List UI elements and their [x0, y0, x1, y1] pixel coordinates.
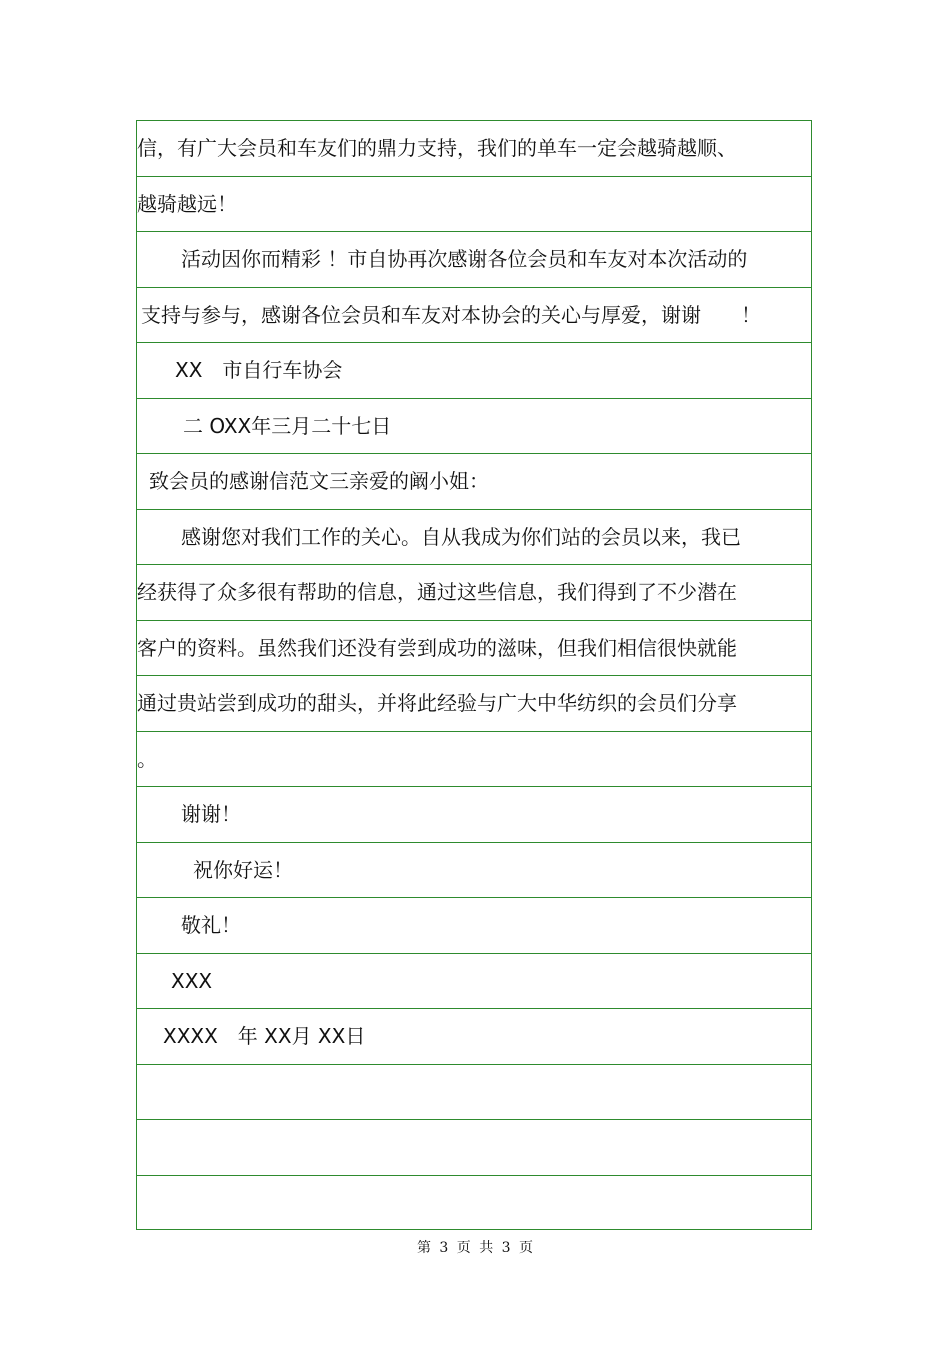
signer-date: XXXX 年 XX月 XX日 [137, 1009, 811, 1065]
text-line-8: 感谢您对我们工作的关心。自从我成为你们站的会员以来，我已 [137, 510, 811, 566]
section-heading: 致会员的感谢信范文三亲爱的阚小姐： [137, 454, 811, 510]
closing-thanks: 谢谢！ [137, 787, 811, 843]
text-line-2: 越骑越远！ [137, 177, 811, 233]
text-line-9: 经获得了众多很有帮助的信息，通过这些信息，我们得到了不少潜在 [137, 565, 811, 621]
signer-name: XXX [137, 954, 811, 1010]
text-line-11: 通过贵站尝到成功的甜头，并将此经验与广大中华纺织的会员们分享 [137, 676, 811, 732]
closing-salute: 敬礼！ [137, 898, 811, 954]
text-line-12: 。 [137, 732, 811, 788]
page-number: 第 3 页 共 3 页 [416, 1240, 534, 1256]
text-line-1: 信，有广大会员和车友们的鼎力支持，我们的单车一定会越骑越顺、 [137, 121, 811, 177]
text-line-3: 活动因你而精彩 ！市自协再次感谢各位会员和车友对本次活动的 [137, 232, 811, 288]
signature-date: 二 OXX年三月二十七日 [137, 399, 811, 455]
text-line-10: 客户的资料。虽然我们还没有尝到成功的滋味，但我们相信很快就能 [137, 621, 811, 677]
text-line-4: 支持与参与，感谢各位会员和车友对本协会的关心与厚爱，谢谢 ！ [137, 288, 811, 344]
letter-page [136, 120, 812, 1230]
blank-line-3 [137, 1176, 811, 1232]
signature-organization: XX 市自行车协会 [137, 343, 811, 399]
blank-line-2 [137, 1120, 811, 1176]
closing-wish: 祝你好运！ [137, 843, 811, 899]
blank-line-1 [137, 1065, 811, 1121]
